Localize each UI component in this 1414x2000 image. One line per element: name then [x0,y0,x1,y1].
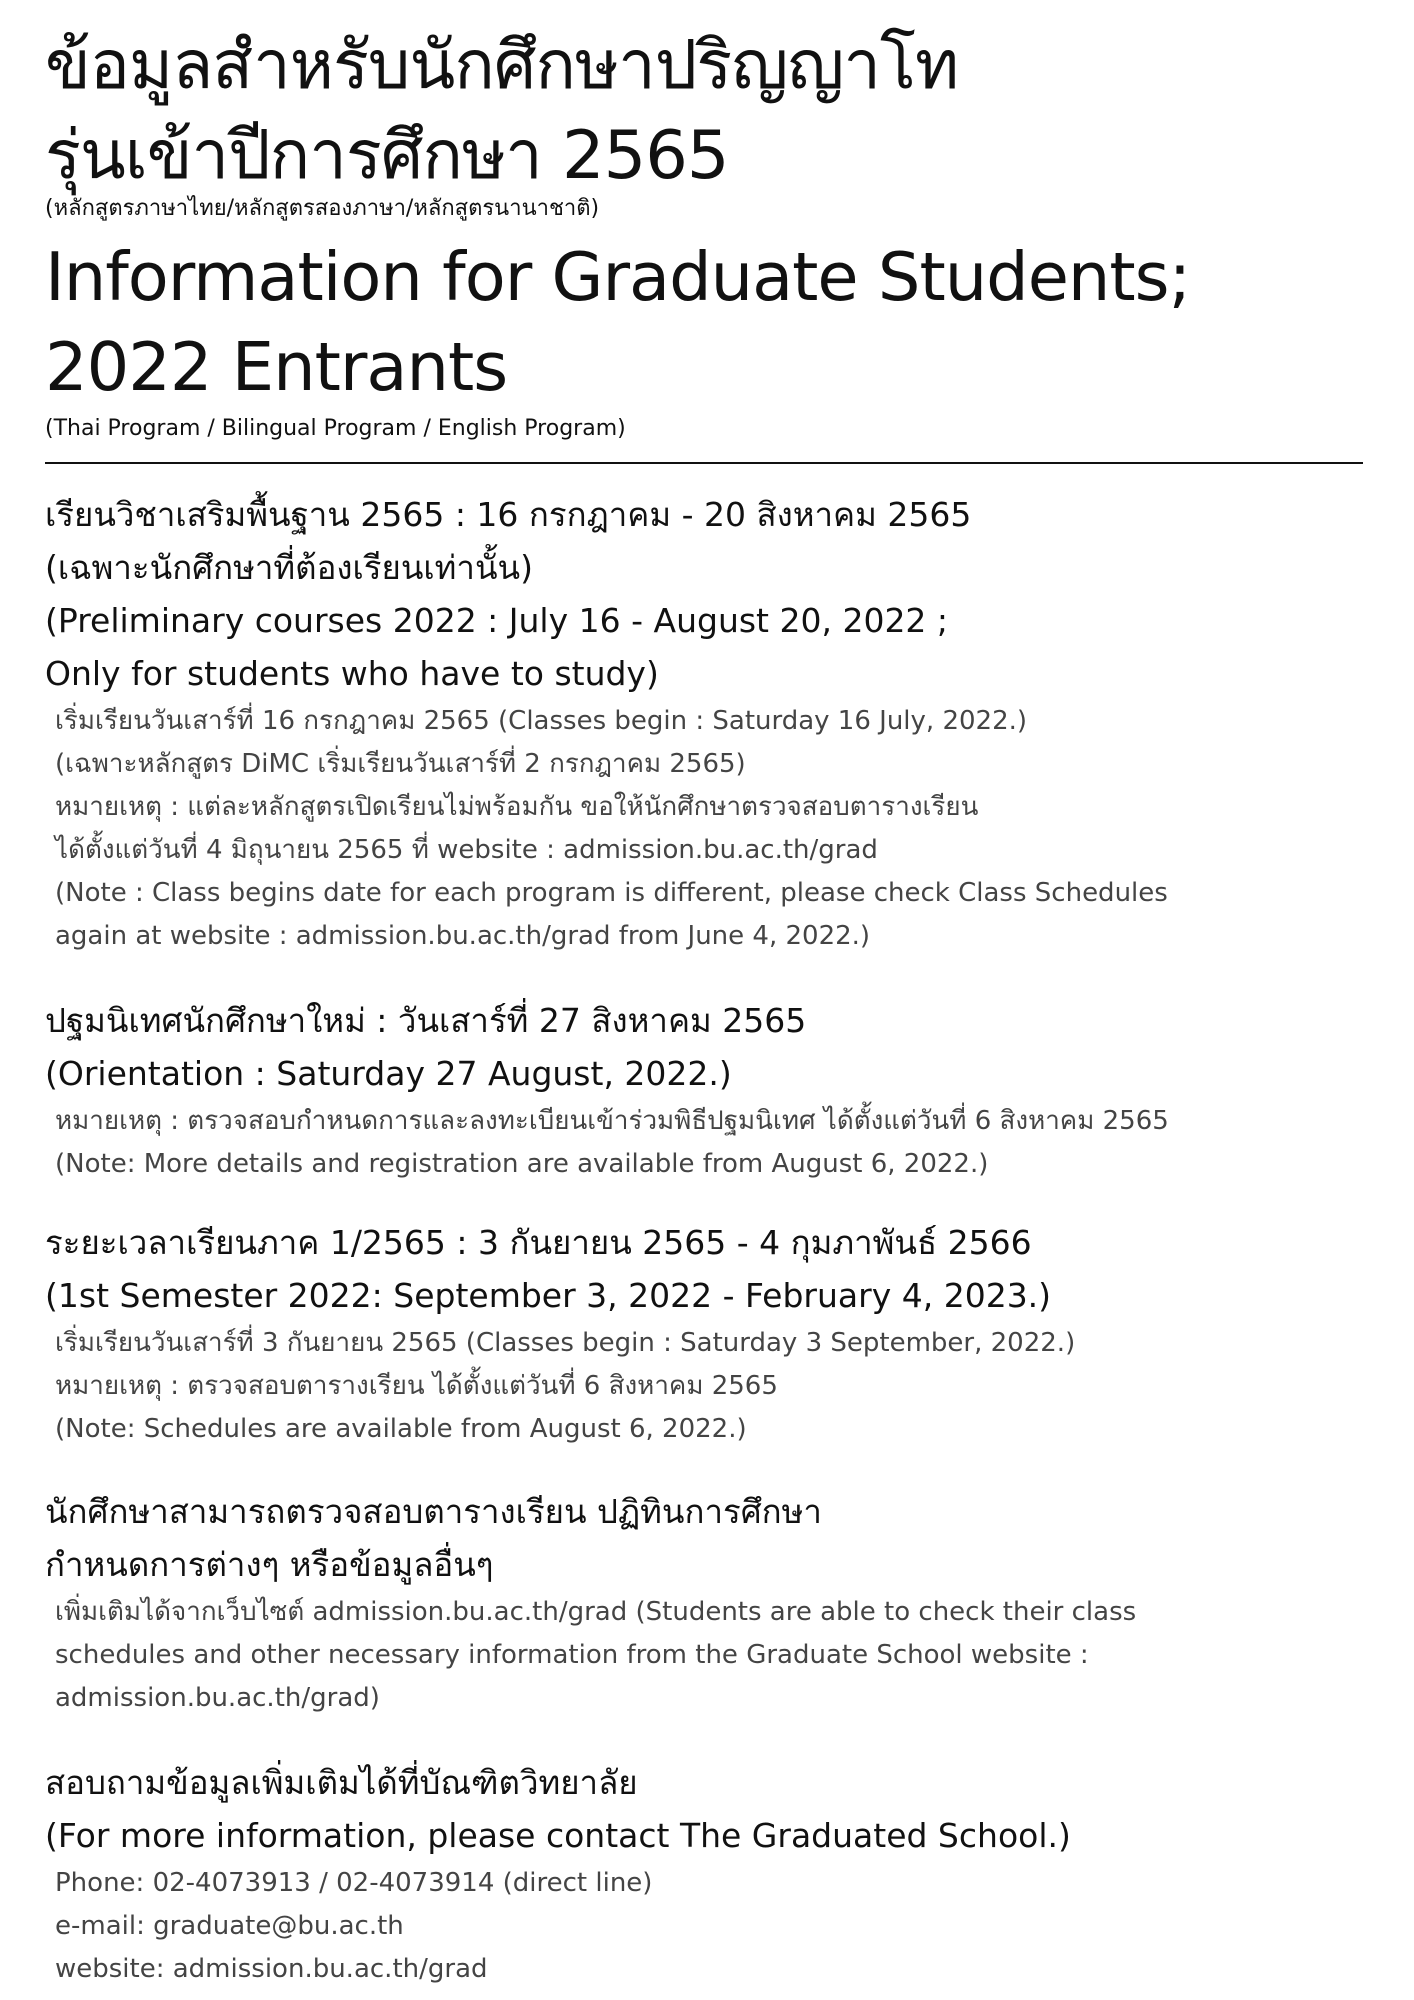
section-heading: ปฐมนิเทศนักศึกษาใหม่ : วันเสาร์ที่ 27 สิงหาคม 2565 [45,1001,807,1040]
section-heading: กำหนดการต่างๆ หรือข้อมูลอื่นๆ [45,1545,494,1584]
section-heading: สอบถามข้อมูลเพิ่มเติมได้ที่บัณฑิตวิทยาลัย [45,1763,638,1802]
section-heading: เรียนวิชาเสริมพื้นฐาน 2565 : 16 กรกฎาคม - 20 สิงหาคม 2565 [45,495,972,534]
section-preliminary-courses [45,488,1365,958]
section-note: เพิ่มเติมได้จากเว็บไซต์ admission.bu.ac.th/grad (Students are able to check their class [55,1597,1137,1627]
section-note: (Note: More details and registration are available from August 6, 2022.) [55,1149,989,1179]
section-heading: (1st Semester 2022: September 3, 2022 - February 4, 2023.) [45,1276,1052,1315]
section-first-semester [45,1216,1365,1451]
document-header [45,20,1365,442]
section-heading: Only for students who have to study) [45,654,659,693]
contact-phone: Phone: 02-4073913 / 02-4073914 (direct line) [55,1868,653,1898]
subtitle-thai: (หลักสูตรภาษาไทย/หลักสูตรสองภาษา/หลักสูตรนานาชาติ) [45,196,600,221]
section-heading: (Preliminary courses 2022 : July 16 - August 20, 2022 ; [45,601,949,640]
section-note: schedules and other necessary information from the Graduate School website : [55,1640,1089,1670]
section-heading: (Orientation : Saturday 27 August, 2022.) [45,1054,732,1093]
section-note: หมายเหตุ : แต่ละหลักสูตรเปิดเรียนไม่พร้อมกัน ขอให้นักศึกษาตรวจสอบตารางเรียน [55,792,979,822]
section-note: (Note: Schedules are available from August 6, 2022.) [55,1414,747,1444]
section-note: หมายเหตุ : ตรวจสอบกำหนดการและลงทะเบียนเข้าร่วมพิธีปฐมนิเทศ ได้ตั้งแต่วันที่ 6 สิงหาคม 2565 [55,1106,1169,1136]
section-heading: ระยะเวลาเรียนภาค 1/2565 : 3 กันยายน 2565 - 4 กุมภาพันธ์ 2566 [45,1223,1032,1262]
section-heading: (เฉพาะนักศึกษาที่ต้องเรียนเท่านั้น) [45,548,533,587]
section-orientation [45,994,1365,1186]
section-note: หมายเหตุ : ตรวจสอบตารางเรียน ได้ตั้งแต่วันที่ 6 สิงหาคม 2565 [55,1371,778,1401]
title-thai-line-1: ข้อมูลสำหรับนักศึกษาปริญญาโท [45,26,959,104]
title-english-line-1: Information for Graduate Students; [45,238,1191,316]
section-heading: (For more information, please contact The Graduated School.) [45,1816,1071,1855]
section-schedules-info [45,1485,1365,1720]
section-note: (Note : Class begins date for each program is different, please check Class Schedules [55,878,1168,908]
title-english-line-2: 2022 Entrants [45,328,508,406]
section-note: ได้ตั้งแต่วันที่ 4 มิถุนายน 2565 ที่ website : admission.bu.ac.th/grad [55,835,878,865]
section-note: again at website : admission.bu.ac.th/grad from June 4, 2022.) [55,921,871,951]
section-note: เริ่มเรียนวันเสาร์ที่ 3 กันยายน 2565 (Classes begin : Saturday 3 September, 2022.) [55,1328,1076,1358]
section-contact [45,1756,1365,1991]
contact-email: e-mail: graduate@bu.ac.th [55,1911,404,1941]
contact-website: website: admission.bu.ac.th/grad [55,1954,488,1984]
section-note: admission.bu.ac.th/grad) [55,1683,380,1713]
title-thai-line-2: รุ่นเข้าปีการศึกษา 2565 [45,116,729,194]
section-heading: นักศึกษาสามารถตรวจสอบตารางเรียน ปฏิทินการศึกษา [45,1492,822,1531]
document-page [45,20,1365,1991]
section-note: (เฉพาะหลักสูตร DiMC เริ่มเรียนวันเสาร์ที่ 2 กรกฎาคม 2565) [55,749,746,779]
subtitle-english: (Thai Program / Bilingual Program / English Program) [45,416,626,441]
header-divider [45,462,1363,464]
section-note: เริ่มเรียนวันเสาร์ที่ 16 กรกฎาคม 2565 (Classes begin : Saturday 16 July, 2022.) [55,706,1028,736]
